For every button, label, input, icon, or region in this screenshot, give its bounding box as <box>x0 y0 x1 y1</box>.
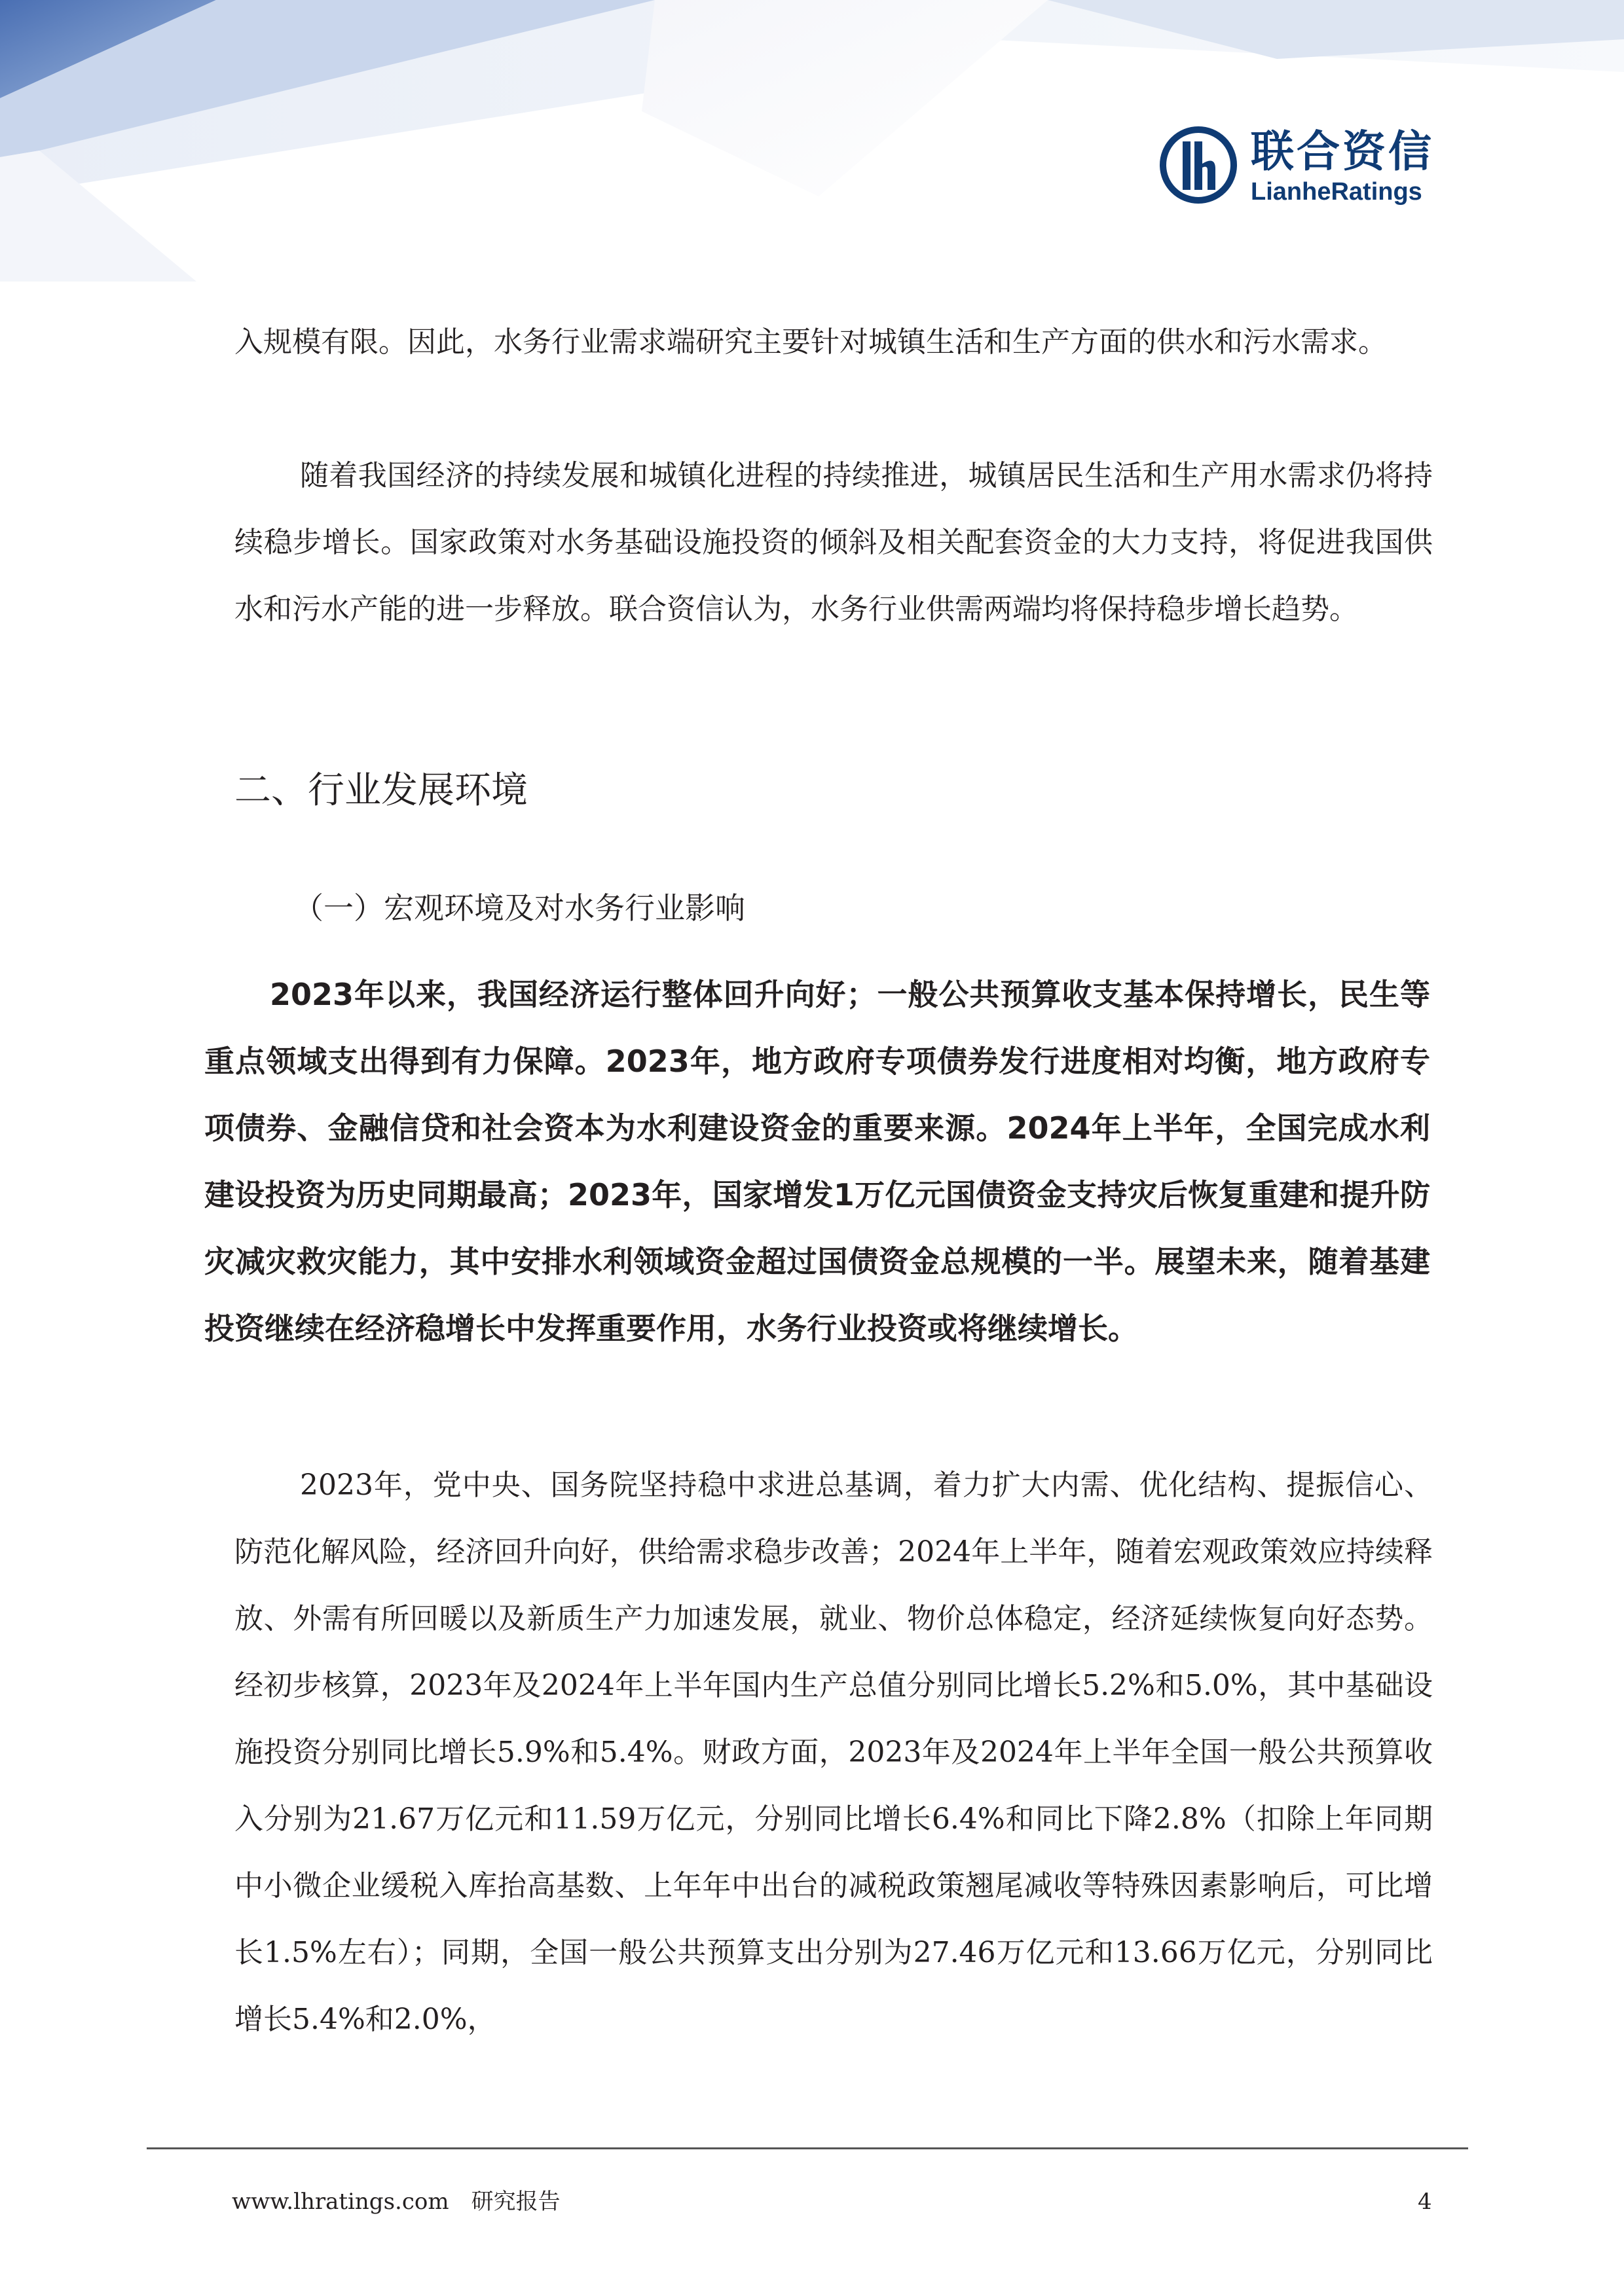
paragraph-outlook: 随着我国经济的持续发展和城镇化进程的持续推进，城镇居民生活和生产用水需求仍将持续稳步增长。国家政策对水务基础设施投资的倾斜及相关配套资金的大力支持，将促进我国供水和污水产能的进一步释放。联合资信认为，水务行业供需两端均将保持稳步增长趋势。 <box>234 459 1433 626</box>
paragraph-demand-continued: 入规模有限。因此，水务行业需求端研究主要针对城镇生活和生产方面的供水和污水需求。 <box>234 325 1387 359</box>
footer-info <box>232 2185 561 2218</box>
page-number: 4 <box>1418 2189 1432 2215</box>
logo-name-cn: 联合资信 <box>1251 126 1434 177</box>
logo-name-en: LianheRatings <box>1251 178 1422 206</box>
footer-divider <box>147 2147 1468 2149</box>
lianhe-logo-mark-icon <box>1159 124 1238 206</box>
paragraph-macro-economy: 2023年，党中央、国务院坚持稳中求进总基调，着力扩大内需、优化结构、提振信心、防范化解风险，经济回升向好，供给需求稳步改善；2024年上半年，随着宏观政策效应持续释放、外需有所回暖以及新质生产力加速发展，就业、物价总体稳定，经济延续恢复向好态势。经初步核算，2023年及2024年上半年国内生产总值分别同比增长5.2%和5.0%，其中基础设施投资分别同比增长5.9%和5.4%。财政方面，2023年及2024年上半年全国一般公共预算收入分别为21.67万亿元和11.59万亿元，分别同比增长6.4%和同比下降2.8%（扣除上年同期中小微企业缓税入库抬高基数、上年年中出台的减税政策翘尾减收等特殊因素影响后，可比增长1.5%左右）；同期，全国一般公共预算支出分别为27.46万亿元和13.66万亿元，分别同比增长5.4%和2.0%， <box>234 1468 1433 2036</box>
summary-paragraph: 2023年以来，我国经济运行整体回升向好；一般公共预算收支基本保持增长，民生等重点领域支出得到有力保障。2023年，地方政府专项债券发行进度相对均衡，地方政府专项债券、金融信贷和社会资本为水利建设资金的重要来源。2024年上半年，全国完成水利建设投资为历史同期最高；2023年，国家增发1万亿元国债资金支持灾后恢复重建和提升防灾减灾救灾能力，其中安排水利领域资金超过国债资金总规模的一半。展望未来，随着基建投资继续在经济稳增长中发挥重要作用，水务行业投资或将继续增长。 <box>204 977 1430 1346</box>
section-heading: 二、行业发展环境 <box>234 769 528 812</box>
footer-website-link[interactable]: www.lhratings.com <box>232 2189 449 2215</box>
subsection-heading: （一）宏观环境及对水务行业影响 <box>293 890 745 926</box>
lianhe-logo <box>1159 124 1447 210</box>
footer-doc-type: 研究报告 <box>471 2189 561 2215</box>
